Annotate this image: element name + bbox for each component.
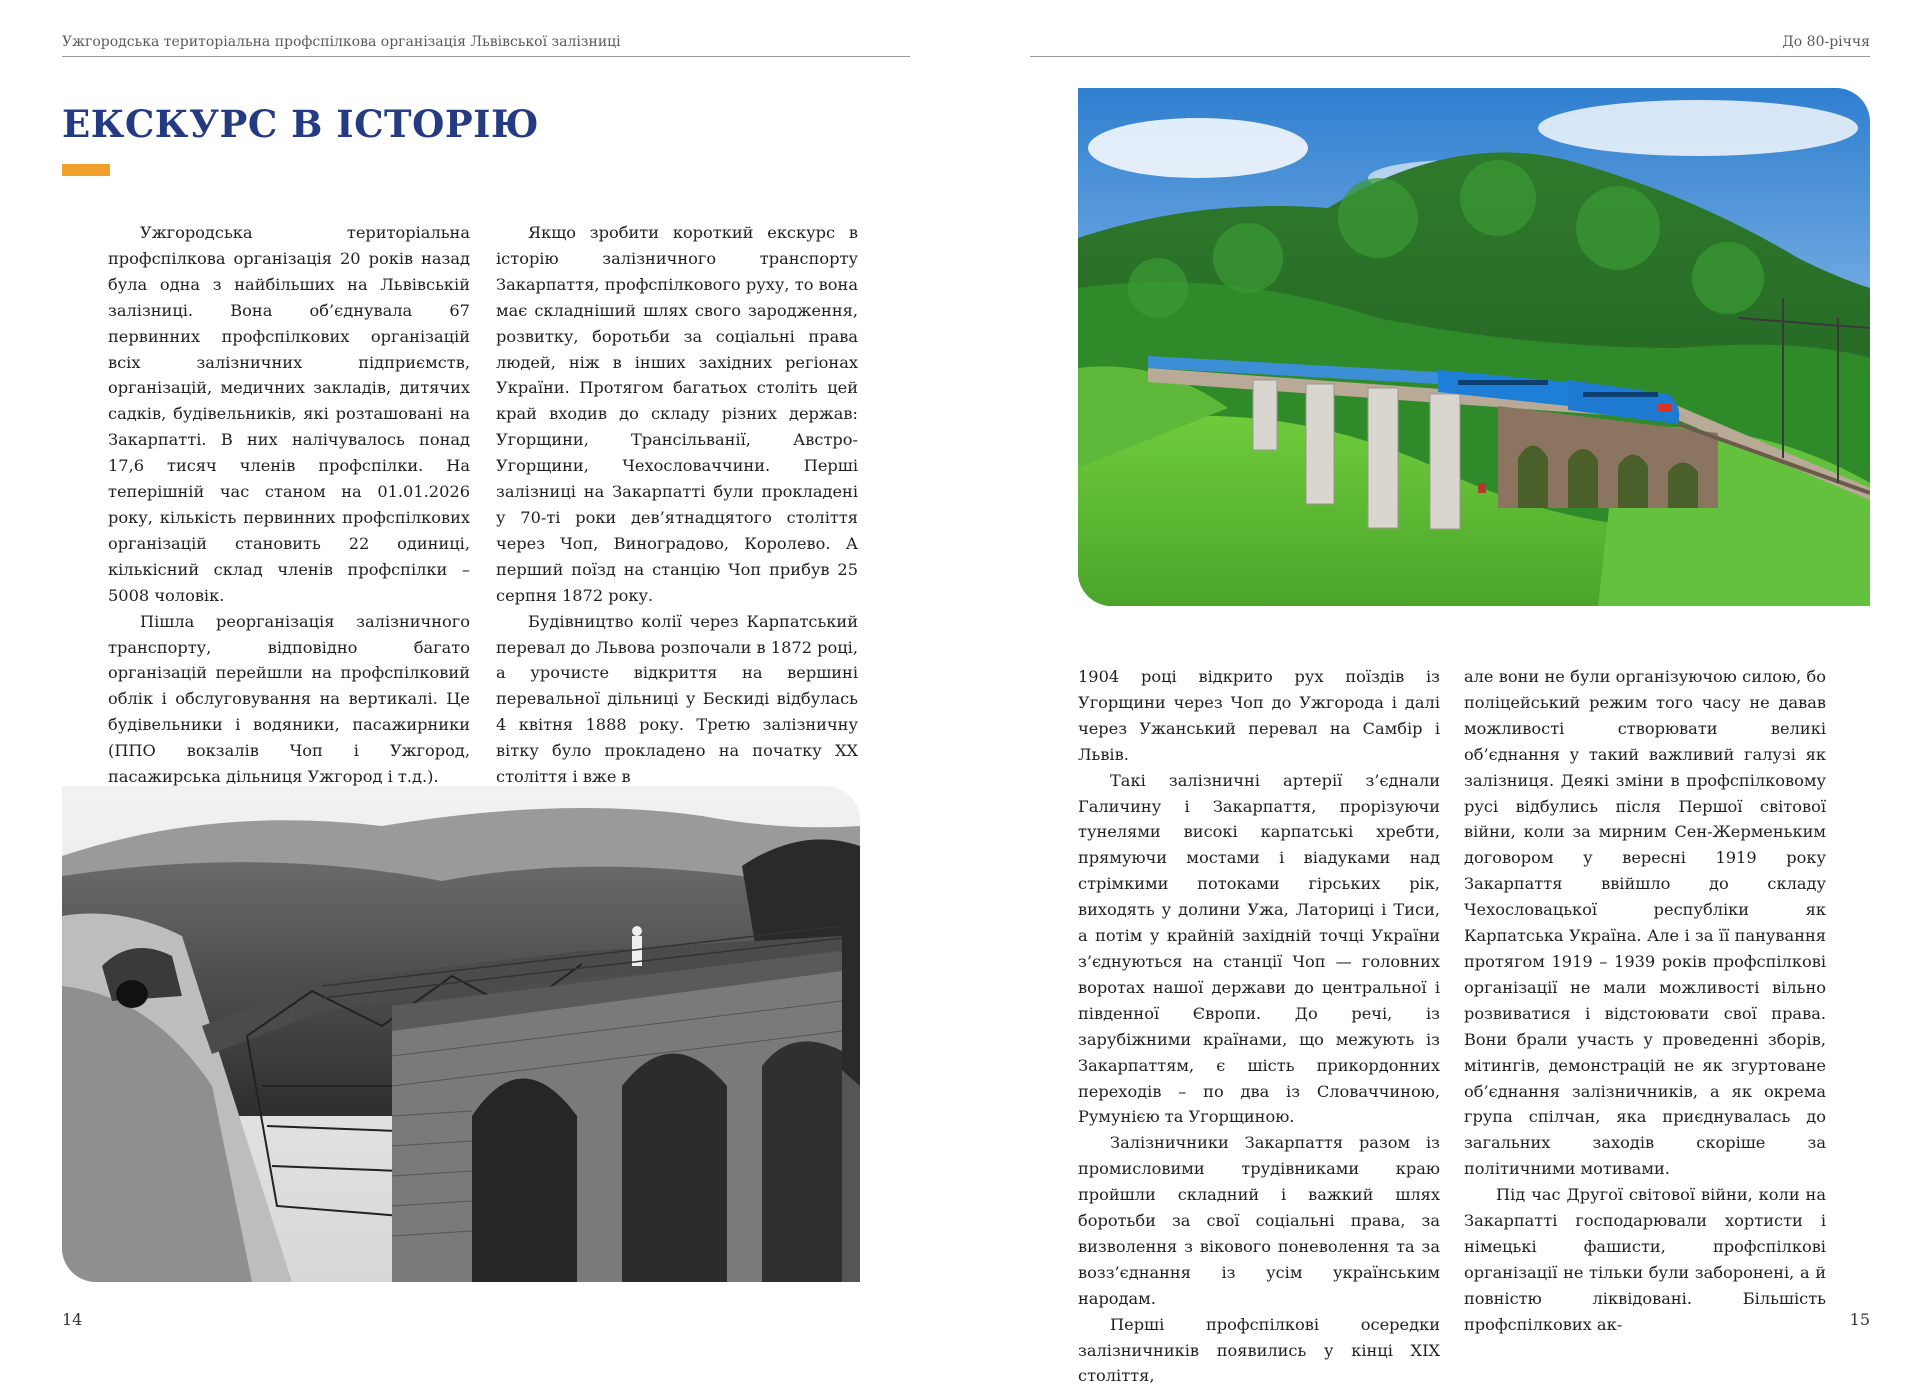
paragraph: Пішла реорганізація залізничного транспорту, відповідно багато організацій перейшли на профспілковий облік і обслуговування на вертикалі. Це будівельники і водяники, пасажирники (ППО вокзалів Чоп і Ужгород, пасажирська дільниця Ужгород і т.д.). — [108, 611, 470, 787]
running-header-left: Ужгородська територіальна профспілкова організація Львівської залізниці — [62, 34, 621, 50]
text-column-right-2 — [1464, 664, 1826, 1338]
right-page — [960, 0, 1920, 1386]
text-column-left-1 — [108, 220, 470, 790]
paragraph: Будівництво колії через Карпатський перевал до Львова розпочали в 1872 році, а урочисте відкриття на вершині перевальної дільниці у Бескиді відбулась 4 квітня 1888 року. Третю залізничну вітку було прокладено на початку XX століття і вже в — [496, 611, 858, 787]
paragraph: Якщо зробити короткий екскурс в історію залізничного транспорту Закарпаття, профспілкового руху, то вона має складніший шлях свого зародження, розвитку, боротьби за соціальні права людей, ніж в інших західних регіонах України. Протягом багатьох століть цей край входив до складу різних держав: Угорщини, Трансільванії, Австро-Угорщини, Чехословаччини. Перші залізниці на Закарпатті були прокладені у 70-ті роки дев’ятнадцятого століття через Чоп, Виноградово, Королево. А перший поїзд на станцію Чоп прибув 25 серпня 1872 року. — [496, 223, 858, 605]
paragraph: Залізничники Закарпаття разом із промисловими трудівниками краю пройшли складний і важкий шлях боротьби за свої соціальні права, за визволення з вікового поневолення та за возз’єднання із усім українським народам. — [1078, 1133, 1440, 1308]
page-number-left: 14 — [62, 1310, 83, 1329]
paragraph: Ужгородська територіальна профспілкова організація 20 років назад була одна з найбільших на Львівській залізниці. Вона об’єднувала 67 первинних профспілкових організацій всіх залізничних підприємств, організацій, медичних закладів, дитячих садків, будівельників, які розташовані на Закарпатті. В них налічувалось понад 17,6 тисяч членів профспілки. На теперішній час станом на 01.01.2026 року, кількість первинних профспілкових організацій становить 22 одиниці, кількісний склад членів профспілки – 5008 чоловік. — [108, 223, 470, 605]
paragraph: 1904 році відкрито рух поїздів із Угорщини через Чоп до Ужгорода і далі через Ужанський перевал на Самбір і Львів. — [1078, 667, 1440, 764]
paragraph: Під час Другої світової війни, коли на Закарпатті господарювали хортисти і німецькі фашисти, профспілкові організації не тільки були заборонені, а й повністю ліквідовані. Більшість профспілкових ак- — [1464, 1185, 1826, 1334]
historic-viaduct-photo — [62, 786, 860, 1282]
page-number-right: 15 — [1849, 1310, 1870, 1329]
header-rule-right — [1030, 56, 1870, 57]
header-rule-left — [62, 56, 910, 57]
page-title: ЕКСКУРС В ІСТОРІЮ — [62, 102, 540, 146]
paragraph: Перші профспілкові осередки залізничників появились у кінці XIX століття, — [1078, 1314, 1440, 1386]
title-accent-bar — [62, 164, 110, 176]
text-column-right-1 — [1078, 664, 1440, 1389]
text-column-left-2 — [496, 220, 858, 790]
running-header-right: До 80-річчя — [1782, 34, 1870, 50]
modern-train-viaduct-photo — [1078, 88, 1870, 606]
left-page — [0, 0, 960, 1358]
paragraph: Такі залізничні артерії з’єднали Галичину і Закарпаття, прорізуючи тунелями високі карпатські хребти, прямуючи мостами і віадуками над стрімкими потоками гірських рік, виходять у долини Ужа, Латориці і Тиси, а потім у крайній західній точці України з’єднуються на станції Чоп — головних воротах нашої держави до центральної і південної Європи. До речі, із зарубіжними країнами, що межують із Закарпаттям, є шість прикордонних переходів – по два із Словаччиною, Румунією та Угорщиною. — [1078, 770, 1440, 1127]
paragraph: але вони не були організуючою силою, бо поліцейський режим того часу не давав можливості створювати великі об’єднання у такий важливий галузі як залізниця. Деякі зміни в профспілковому русі відбулись після Першої світової війни, коли за мирним Сен-Жермeньким договором у вересні 1919 року Закарпаття ввійшло до складу Чехословацької республіки як Карпатська Україна. Але і за її панування протягом 1919 – 1939 років профспілкові організації не мали можливості вільно розвиватися і відстоювати свої права. Вони брали участь у проведенні зборів, мітингів, демонстрацій не як згуртоване об’єднання залізничників, а як окрема група спілчан, яка приєднувалась до загальних заходів скоріше за політичними мотивами. — [1464, 667, 1826, 1179]
